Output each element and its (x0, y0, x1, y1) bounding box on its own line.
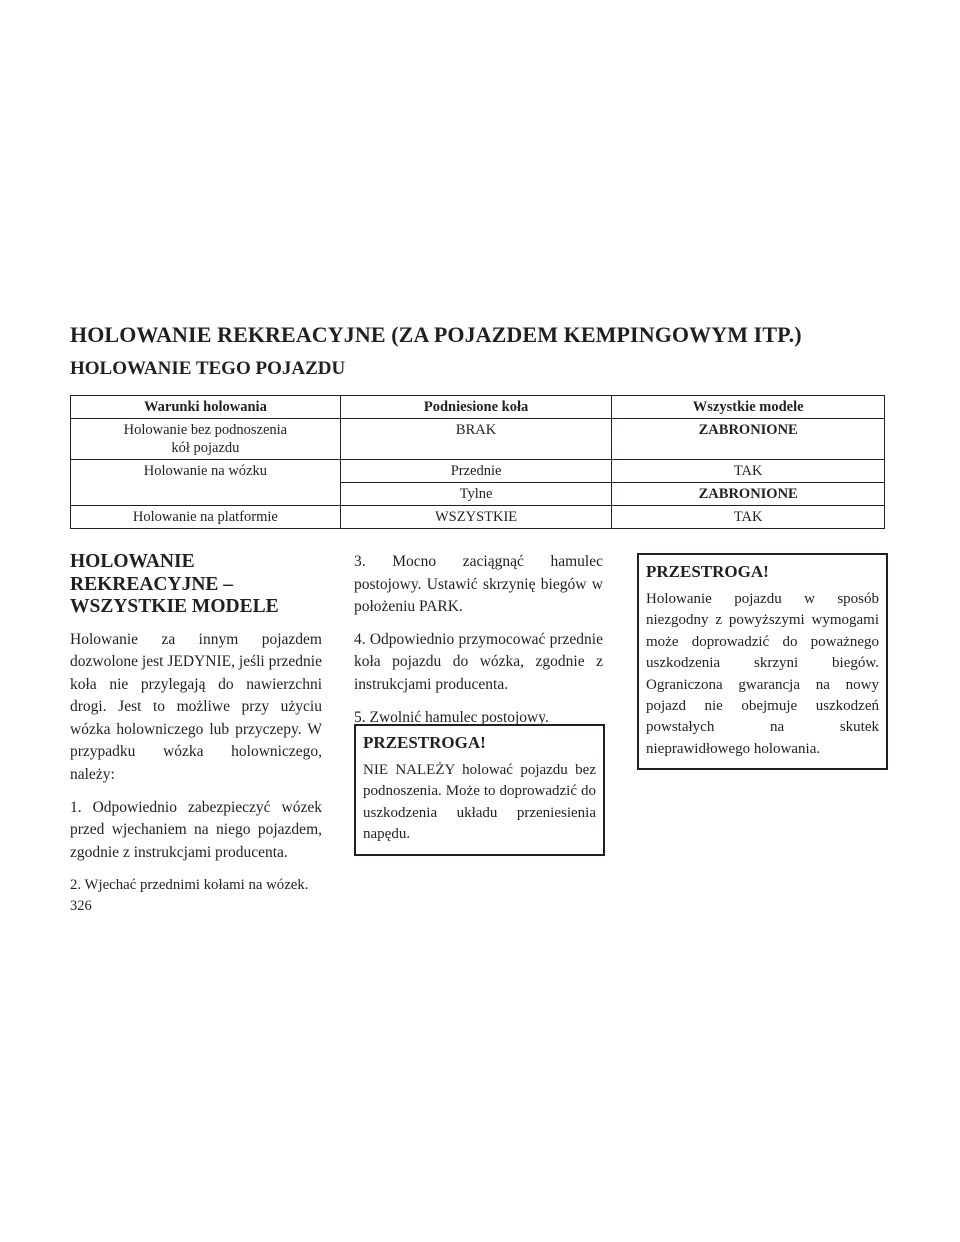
caution-title: PRZESTROGA! (646, 562, 769, 581)
table-cell-models: ZABRONIONE (612, 483, 885, 506)
table-row (71, 419, 885, 460)
intro-paragraph: Holowanie za innym pojazdem dozwolone jest JEDYNIE, jeśli przednie koła nie przylegają do nawierzchni drogi. Jest to możliwe przy użyciu wózka holowniczego lub przyczepy. W przypadku wózka holowniczego, należy: (70, 630, 322, 784)
table-row (71, 483, 885, 506)
towing-table (70, 395, 885, 529)
table-header-cell: Warunki holowania (71, 396, 341, 419)
step-item: 1. Odpowiednio zabezpieczyć wózek przed wjechaniem na niego pojazdem, zgodnie z instrukcjami producenta. (70, 798, 322, 861)
caution-box (637, 553, 888, 770)
table-header-row (71, 396, 885, 419)
table-row (71, 506, 885, 529)
caution-text: Holowanie pojazdu w sposób niezgodny z powyższymi wymogami może doprowadzić do poważnego uszkodzenia skrzyni biegów. Ograniczona gwarancja na nowy pojazd nie obejmuje uszkodzeń powstałych na skutek nieprawidłowego holowania. (646, 591, 879, 757)
column-left (70, 551, 322, 907)
step-item: 4. Odpowiednio przymocować przednie koła pojazdu do wózka, zgodnie z instrukcjami producenta. (354, 630, 603, 693)
table-header-cell: Wszystkie modele (612, 396, 885, 419)
caution-box (354, 724, 605, 856)
caution-text: NIE NALEŻY holować pojazdu bez podnoszenia. Może to doprowadzić do uszkodzenia układu przeniesienia napędu. (363, 762, 596, 843)
page-title: HOLOWANIE REKREACYJNE (ZA POJAZDEM KEMPINGOWYM ITP.) (70, 322, 802, 347)
caution-title: PRZESTROGA! (363, 733, 486, 752)
section-heading: HOLOWANIE REKREACYJNE – WSZYSTKIE MODELE (70, 551, 279, 617)
table-cell-wheels: Tylne (340, 483, 612, 506)
table-cell-condition: Holowanie na platformie (71, 506, 341, 529)
table-cell-condition: Holowanie bez podnoszenia kół pojazdu (71, 419, 341, 460)
table-row (71, 460, 885, 483)
step-item: 5. Zwolnić hamulec postojowy. (354, 708, 549, 726)
page-number: 326 (70, 898, 92, 914)
table-cell-wheels: WSZYSTKIE (340, 506, 612, 529)
section-subtitle: HOLOWANIE TEGO POJAZDU (70, 358, 346, 379)
table-cell-models: ZABRONIONE (612, 419, 885, 460)
column-middle (354, 551, 603, 739)
table-cell-wheels: Przednie (340, 460, 612, 483)
table-cell-wheels: BRAK (340, 419, 612, 460)
table-header-cell: Podniesione koła (340, 396, 612, 419)
table-cell-condition (71, 483, 341, 506)
step-item: 3. Mocno zaciągnąć hamulec postojowy. Ustawić skrzynię biegów w położeniu PARK. (354, 553, 603, 616)
table-cell-models: TAK (612, 460, 885, 483)
step-item: 2. Wjechać przednimi kołami na wózek. (70, 877, 309, 894)
table-cell-condition: Holowanie na wózku (71, 460, 341, 483)
table-cell-models: TAK (612, 506, 885, 529)
